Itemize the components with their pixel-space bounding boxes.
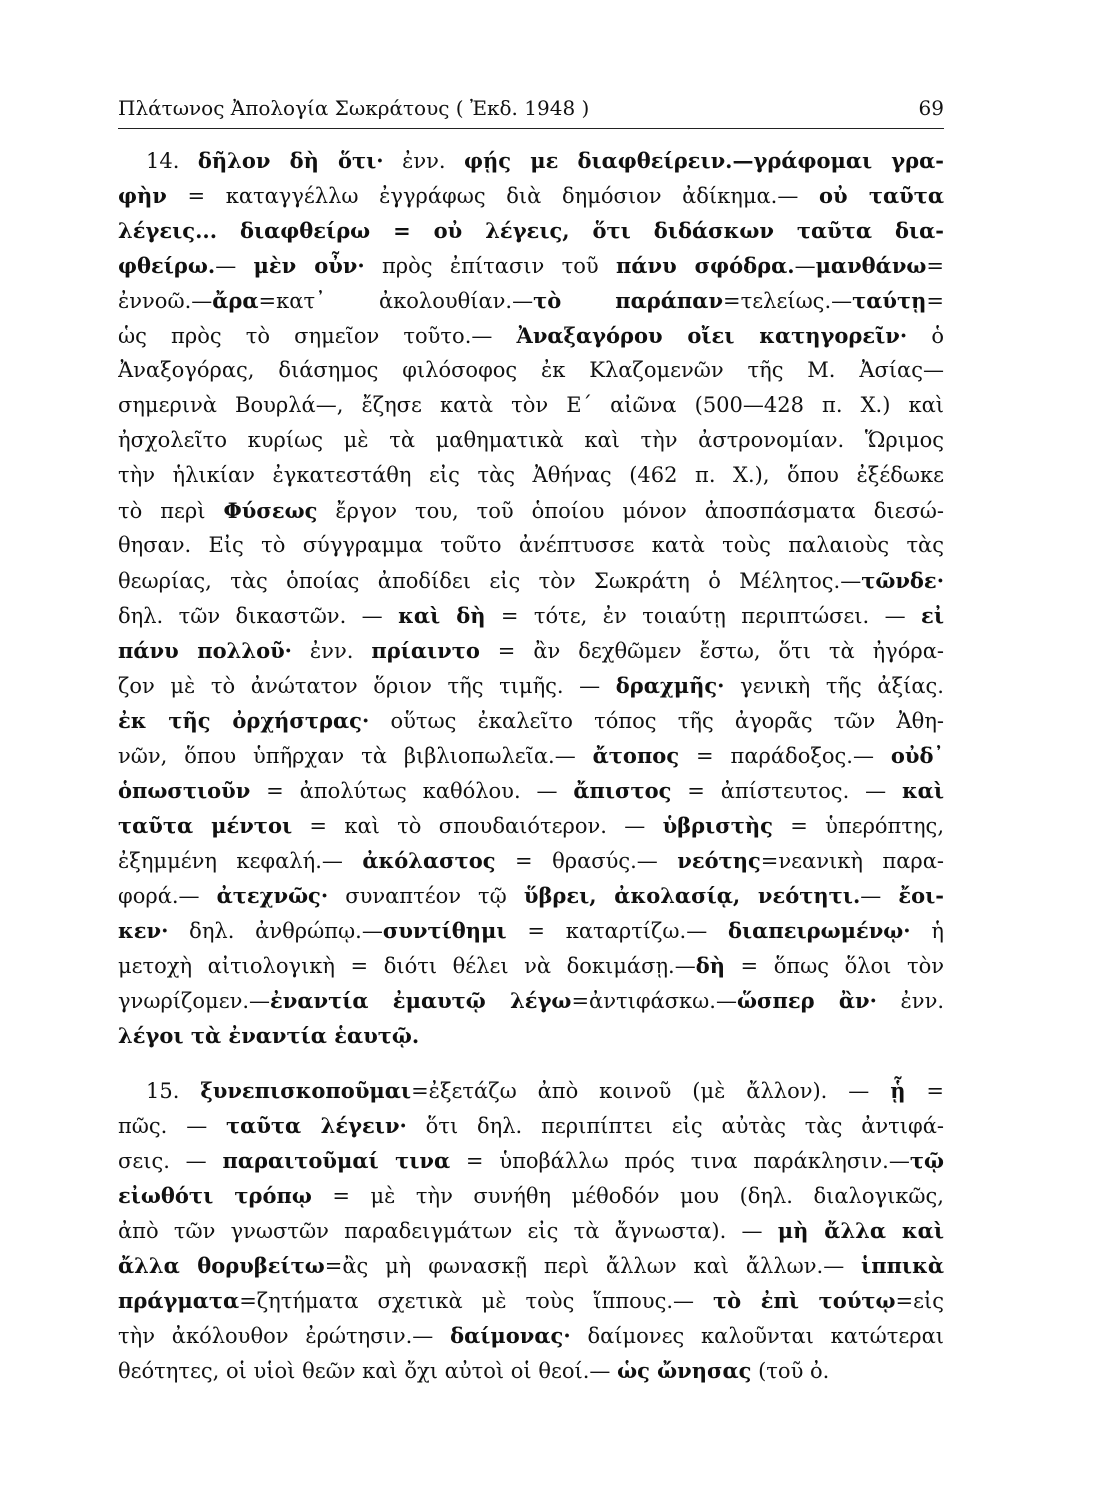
gloss-text: θησαν. Εἰς τὸ σύγγραμμα τοῦτο ἀνέπτυσσε κατὰ τοὺς παλαιοὺς τὰς [118,533,944,557]
page-number: 69 [918,96,944,120]
text-line [118,878,944,913]
lemma-text: ταῦτα μέντοι [118,813,293,838]
lemma-text: ἱππικὰ [861,1253,944,1278]
gloss-text: 14. [146,149,198,173]
lemma-text: ἀκόλαστος [362,848,496,873]
lemma-text: ἀτεχνῶς· [216,883,329,908]
lemma-text: νεότης [677,848,761,873]
text-line [118,458,944,493]
gloss-text: = καταγγέλλω ἐγγράφως διὰ δημόσιον ἀδίκημα.— [166,184,819,208]
lemma-text: δραχμῆς· [615,673,725,698]
text-line [118,213,944,248]
gloss-text: — [860,884,899,908]
running-header [118,96,944,126]
lemma-text: εἰωθότι τρόπῳ [118,1183,312,1208]
gloss-text: = ὅπως ὅλοι τὸν [725,954,944,978]
text-line [118,388,944,423]
lemma-text: ὡς ὤνησας [617,1358,752,1383]
text-line [118,738,944,773]
lemma-text: δῆλον δὴ ὅτι· [197,148,384,173]
lemma-text: ἄπιστος [573,778,672,803]
gloss-text: = καὶ τὸ σπουδαιότερον. — [292,814,663,838]
lemma-text: συντίθημι [382,918,507,943]
gloss-text: =ἀντιφάσκω.— [571,989,737,1013]
lemma-text: ᾗ [890,1078,906,1103]
text-line [118,1108,944,1143]
lemma-text: λέγοι τὰ ἐναντία ἑαυτῷ. [118,1023,420,1048]
lemma-text: διαπειρωμένῳ· [728,918,911,943]
lemma-text: φῄς με διαφθείρειν.—γράφομαι γρα- [464,148,944,173]
text-line [118,1283,944,1318]
lemma-text: ἐναντία ἐμαυτῷ λέγω [270,988,572,1013]
gloss-text: = [926,289,944,313]
text-line [118,1073,944,1108]
gloss-text: =νεανικὴ παρα- [760,849,944,873]
header-rule [118,128,944,129]
gloss-text: = [905,1079,944,1103]
gloss-text: ἐννοῶ.— [118,289,213,313]
gloss-text: δαίμονες καλοῦνται κατώτεραι [570,1324,944,1348]
lemma-text: οὐδ᾽ [890,743,944,768]
text-line [118,318,944,353]
gloss-text: =ἂς μὴ φωνασκῇ περὶ ἄλλων καὶ ἄλλων.— [324,1254,862,1278]
gloss-text: =ζητήματα σχετικὰ μὲ τοὺς ἵππους.— [239,1289,713,1313]
gloss-text: ζον μὲ τὸ ἀνώτατον ὅριον τῆς τιμῆς. — [118,674,616,698]
gloss-text: 15. [146,1079,201,1103]
gloss-text: =ἐξετάζω ἀπὸ κοινοῦ (μὲ ἄλλον). — [411,1079,891,1103]
lemma-text: ὑβριστὴς [662,813,773,838]
gloss-text: φορά.— [118,884,217,908]
gloss-text: = ἀπίστευτος. — [671,779,902,803]
lemma-text: τῶνδε· [861,568,944,593]
gloss-text: ὡς πρὸς τὸ σημεῖον τοῦτο.— [118,324,517,348]
gloss-text: πρὸς ἐπίτασιν τοῦ [364,254,616,278]
text-line [118,1178,944,1213]
text-line [118,773,944,808]
gloss-text: = παράδοξος.— [679,744,891,768]
gloss-text: =εἰς [895,1289,944,1313]
gloss-text: πῶς. — [118,1114,227,1138]
lemma-text: καὶ δὴ [398,603,486,628]
gloss-text: συναπτέον τῷ [328,884,524,908]
lemma-text: ὥσπερ ἂν· [736,988,877,1013]
paragraph-15 [118,1073,944,1388]
text-line [118,598,944,633]
lemma-text: ταῦτα λέγειν· [226,1113,407,1138]
gloss-text: δηλ. τῶν δικαστῶν. — [118,604,399,628]
text-line [118,248,944,283]
lemma-text: Ἀναξαγόρου οἴει κατηγορεῖν· [516,323,908,348]
lemma-text: λέγεις... διαφθείρω = οὐ λέγεις, ὅτι διδάσκων ταῦτα δια- [118,218,944,243]
lemma-text: φὴν [118,183,167,208]
gloss-text: θεωρίας, τὰς ὁποίας ἀποδίδει εἰς τὸν Σωκράτη ὁ Μέλητος.— [118,569,862,593]
gloss-text: τὴν ἀκόλουθον ἐρώτησιν.— [118,1324,451,1348]
lemma-text: μὴ ἄλλα καὶ [777,1218,944,1243]
gloss-text: τὴν ἡλικίαν ἐγκατεστάθη εἰς τὰς Ἀθήνας (462 π. Χ.), ὅπου ἐξέδωκε [118,463,944,487]
lemma-text: μὲν οὖν· [253,253,365,278]
gloss-text: = μὲ τὴν συνήθη μέθοδόν μου (δηλ. διαλογικῶς, [311,1184,944,1208]
text-line [118,423,944,458]
text-line [118,668,944,703]
text-line [118,493,944,528]
gloss-text: μετοχὴ αἰτιολογικὴ = διότι θέλει νὰ δοκιμάσῃ.— [118,954,696,978]
gloss-text: δηλ. ἀνθρώπῳ.— [168,919,383,943]
gloss-text: = τότε, ἐν τοιαύτῃ περιπτώσει. — [485,604,922,628]
lemma-text: πάνυ σφόδρα. [615,253,795,278]
text-line [118,633,944,668]
lemma-text: κεν· [118,918,169,943]
gloss-text: = [926,254,944,278]
gloss-text: — [794,254,816,278]
gloss-text: γενικὴ τῆς ἀξίας. [724,674,944,698]
lemma-text: τῷ [909,1148,944,1173]
text-line [118,843,944,878]
text-line [118,948,944,983]
gloss-text: ὅτι δηλ. περιπίπτει εἰς αὐτὰς τὰς ἀντιφά- [406,1114,944,1138]
lemma-text: ξυνεπισκοποῦμαι [200,1078,412,1103]
lemma-text: ἄτοπος [592,743,680,768]
lemma-text: ἔοι- [898,883,944,908]
gloss-text: ἠσχολεῖτο κυρίως μὲ τὰ μαθηματικὰ καὶ τὴν ἀστρονομίαν. Ὥριμος [118,428,944,452]
gloss-text: θεότητες, οἱ υἱοὶ θεῶν καὶ ὄχι αὐτοὶ οἱ θεοί.— [118,1359,618,1383]
gloss-text: ἔργον του, τοῦ ὁποίου μόνον ἀποσπάσματα διεσώ- [317,499,944,523]
gloss-text: ἐνν. [876,989,944,1013]
text-line [118,283,944,318]
text-line [118,808,944,843]
lemma-text: ὁπωστιοῦν [118,778,251,803]
paragraph-14 [118,143,944,1053]
text-line [118,983,944,1018]
running-title: Πλάτωνος Ἀπολογία Σωκράτους ( Ἐκδ. 1948 ) [118,96,590,120]
gloss-text: ἐνν. [291,639,372,663]
gloss-text: σημερινὰ Βουρλά—, ἔζησε κατὰ τὸν Ε΄ αἰῶνα (500—428 π. Χ.) καὶ [118,393,944,417]
gloss-text: = ἀπολύτως καθόλου. — [250,779,574,803]
text-line [118,353,944,388]
gloss-text: =κατ᾽ ἀκολουθίαν.— [258,289,534,313]
gloss-text: — [215,254,254,278]
lemma-text: ὕβρει, ἀκολασίᾳ, νεότητι. [523,883,861,908]
lemma-text: ταύτῃ [852,288,927,313]
gloss-text: γνωρίζομεν.— [118,989,271,1013]
text-line [118,178,944,213]
gloss-text: σεις. — [118,1149,223,1173]
lemma-text: δὴ [695,953,725,978]
text-line [118,1213,944,1248]
gloss-text: ἐξημμένη κεφαλή.— [118,849,363,873]
text-line [118,143,944,178]
lemma-text: ἐκ τῆς ὀρχήστρας· [118,708,370,733]
gloss-text: νῶν, ὅπου ὑπῆρχαν τὰ βιβλιοπωλεῖα.— [118,744,593,768]
lemma-text: πάνυ πολλοῦ· [118,638,292,663]
gloss-text: τὸ περὶ [118,499,224,523]
text-line [118,563,944,598]
gloss-text: ἡ [910,919,944,943]
lemma-text: μανθάνω [815,253,927,278]
lemma-text: δαίμονας· [450,1323,571,1348]
lemma-text: εἰ [921,603,944,628]
gloss-text: οὕτως ἐκαλεῖτο τόπος τῆς ἀγορᾶς τῶν Ἀθη- [369,709,944,733]
lemma-text: ἄλλα θορυβείτω [118,1253,325,1278]
gloss-text: = ὑπερόπτης, [772,814,944,838]
gloss-text: = ἂν δεχθῶμεν ἔστω, ὅτι τὰ ἠγόρα- [479,639,944,663]
gloss-text: (τοῦ ὀ. [751,1359,830,1383]
gloss-text: ἐνν. [383,149,465,173]
text-line [118,1143,944,1178]
gloss-text: ἀπὸ τῶν γνωστῶν παραδειγμάτων εἰς τὰ ἄγνωστα). — [118,1219,778,1243]
text-line [118,1318,944,1353]
lemma-text: φθείρω. [118,253,216,278]
gloss-text: = θρασύς.— [495,849,678,873]
text-line [118,1248,944,1283]
gloss-text: = ὑποβάλλω πρός τινα παράκλησιν.— [450,1149,910,1173]
lemma-text: Φύσεως [223,498,318,523]
lemma-text: παραιτοῦμαί τινα [222,1148,451,1173]
text-line [118,703,944,738]
lemma-text: ἄρα [212,288,259,313]
gloss-text: = καταρτίζω.— [506,919,729,943]
lemma-text: πράγματα [118,1288,240,1313]
text-line [118,528,944,563]
lemma-text: τὸ ἐπὶ τούτῳ [713,1288,896,1313]
gloss-text: Ἀναξογόρας, διάσημος φιλόσοφος ἐκ Κλαζομενῶν τῆς Μ. Ἀσίας— [118,358,944,382]
lemma-text: τὸ παράπαν [533,288,724,313]
gloss-text: =τελείως.— [723,289,853,313]
lemma-text: οὐ ταῦτα [819,183,944,208]
text-line [118,913,944,948]
text-line [118,1018,944,1053]
gloss-text: ὁ [907,324,944,348]
lemma-text: καὶ [901,778,944,803]
lemma-text: πρίαιντο [371,638,480,663]
text-line [118,1353,944,1388]
